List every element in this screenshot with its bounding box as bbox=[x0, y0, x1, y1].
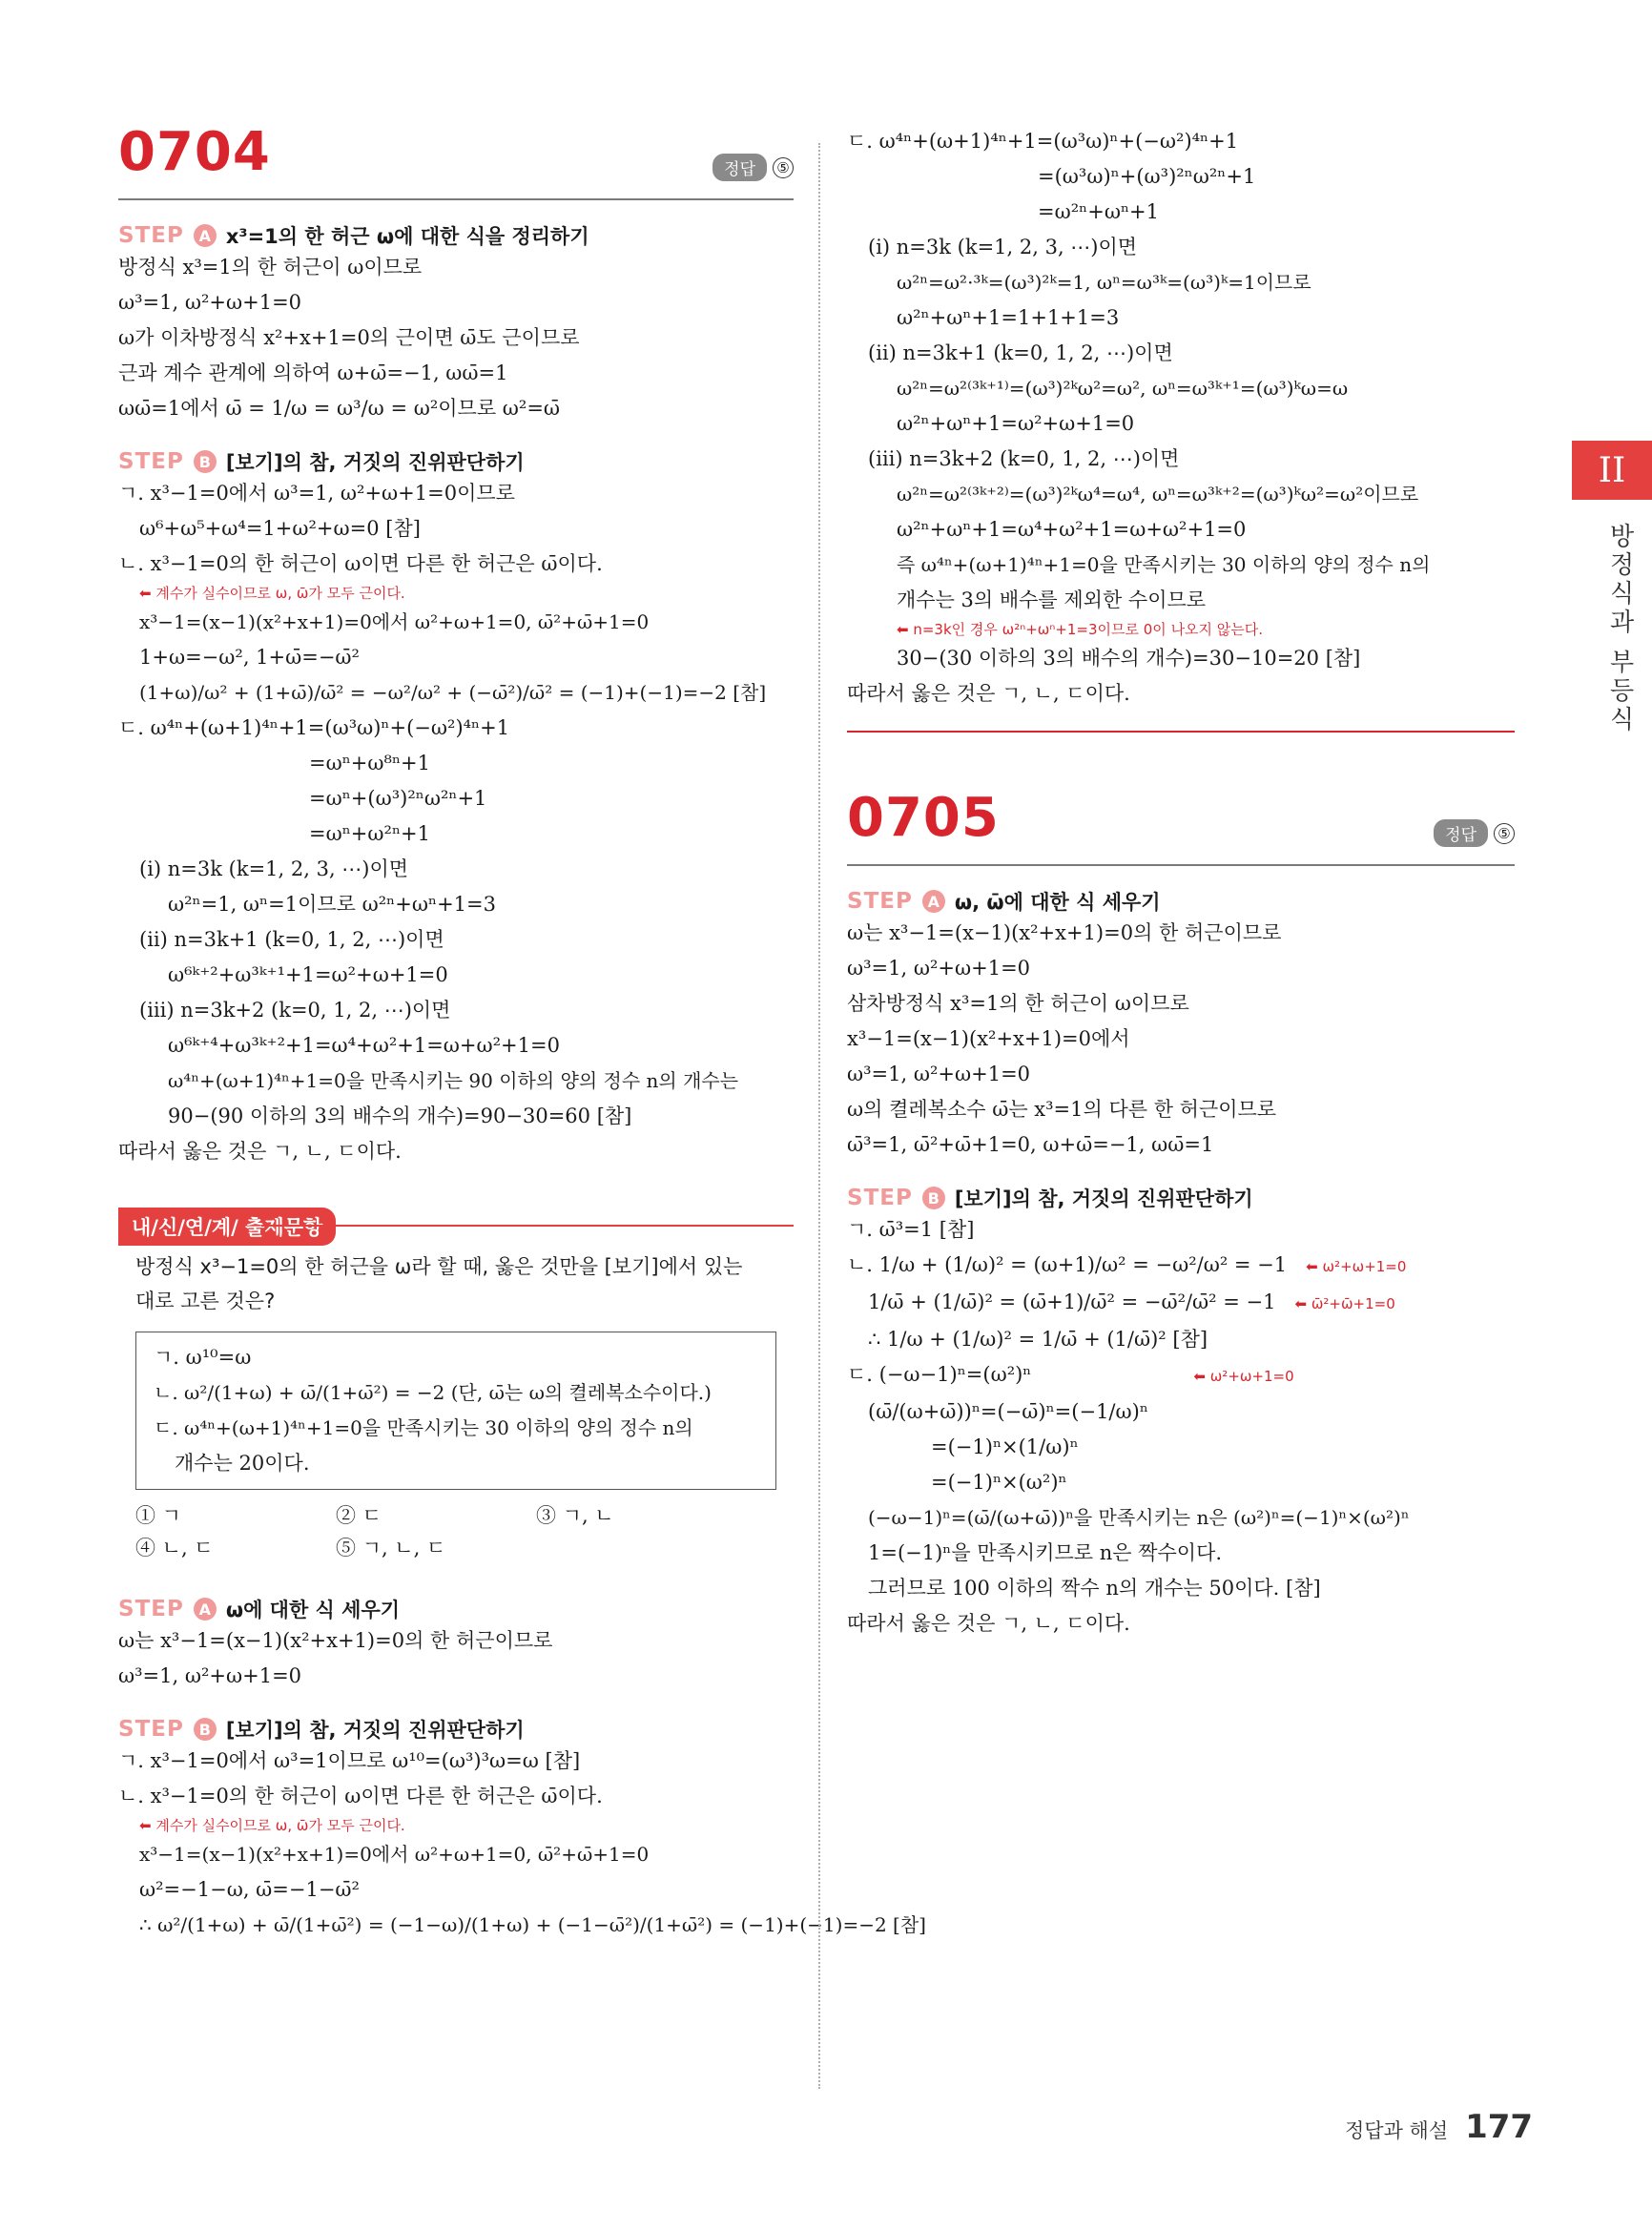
text-line: =ωⁿ+ω⁸ⁿ+1 bbox=[309, 752, 430, 774]
answer-label: 정답 bbox=[712, 154, 767, 181]
text-line: 30−(30 이하의 3의 배수의 개수)=30−10=20 [참] bbox=[897, 647, 1361, 670]
step-b-heading bbox=[118, 447, 794, 476]
side-note: ⬅ 계수가 실수이므로 ω, ω̄가 모두 근이다. bbox=[139, 585, 405, 602]
text-line: ω²ⁿ=ω²·³ᵏ=(ω³)²ᵏ=1, ωⁿ=ω³ᵏ=(ω³)ᵏ=1이므로 bbox=[897, 271, 1311, 294]
text-line: x³−1=(x−1)(x²+x+1)=0에서 ω²+ω+1=0, ω̄²+ω̄+1=0 bbox=[139, 610, 650, 633]
text-line: ㄴ. x³−1=0의 한 허근이 ω이면 다른 한 허근은 ω̄이다. bbox=[118, 1785, 603, 1807]
bogi-item: ㄷ. ω⁴ⁿ+(ω+1)⁴ⁿ+1=0을 만족시키는 30 이하의 양의 정수 n의 bbox=[154, 1416, 693, 1439]
chapter-title: 방정식과 부등식 bbox=[1605, 523, 1634, 735]
answer-choices bbox=[118, 1490, 794, 1574]
text-line: (−ω−1)ⁿ=(ω̄/(ω+ω̄))ⁿ을 만족시키는 n은 (ω²)ⁿ=(−1)ⁿ×(ω²)ⁿ bbox=[868, 1506, 1410, 1529]
text-line: ω²ⁿ=ω²⁽³ᵏ⁺¹⁾=(ω³)²ᵏω²=ω², ωⁿ=ω³ᵏ⁺¹=(ω³)ᵏω=ω bbox=[897, 377, 1349, 400]
text-line: =(−1)ⁿ×(1/ω)ⁿ bbox=[931, 1435, 1079, 1458]
column-divider bbox=[818, 143, 820, 2089]
formula: ㄴ. 1/ω + (1/ω)² = (ω+1)/ω² = −ω²/ω² = −1 bbox=[847, 1253, 1288, 1276]
text-line: ω의 켤레복소수 ω̄는 x³=1의 다른 한 허근이므로 bbox=[847, 1098, 1277, 1121]
side-note: ⬅ 계수가 실수이므로 ω, ω̄가 모두 근이다. bbox=[139, 1817, 405, 1834]
text-line: ㄱ. x³−1=0에서 ω³=1, ω²+ω+1=0이므로 bbox=[118, 482, 515, 505]
text-line: ㄱ. x³−1=0에서 ω³=1이므로 ω¹⁰=(ω³)³ω=ω [참] bbox=[118, 1749, 581, 1772]
step-title: ω, ω̄에 대한 식 세우기 bbox=[954, 891, 1161, 914]
text-line: ㄱ. ω̄³=1 [참] bbox=[847, 1218, 975, 1241]
choice: ③ ㄱ, ㄴ bbox=[536, 1504, 614, 1527]
text-line: 따라서 옳은 것은 ㄱ, ㄴ, ㄷ이다. bbox=[118, 1140, 402, 1163]
text-line: ωω̄=1에서 ω̄ = 1/ω = ω³/ω = ω²이므로 ω²=ω̄ bbox=[118, 397, 561, 420]
text-line: 따라서 옳은 것은 ㄱ, ㄴ, ㄷ이다. bbox=[847, 1612, 1130, 1635]
answer-badge bbox=[712, 154, 794, 181]
page-footer bbox=[1345, 2108, 1533, 2146]
text-line: (ⅱ) n=3k+1 (k=0, 1, 2, ⋯)이면 bbox=[868, 341, 1173, 364]
choice: ④ ㄴ, ㄷ bbox=[135, 1537, 214, 1559]
problem-header-0705 bbox=[847, 787, 1515, 866]
step-label: STEP bbox=[847, 889, 913, 914]
step-letter: B bbox=[194, 450, 217, 473]
formula: 1/ω̄ + (1/ω̄)² = (ω̄+1)/ω̄² = −ω̄²/ω̄² = −1 bbox=[868, 1291, 1276, 1313]
exam-question bbox=[118, 1246, 794, 1322]
step-label: STEP bbox=[118, 1717, 184, 1742]
choice: ② ㄷ bbox=[336, 1504, 382, 1527]
exam-rule bbox=[261, 1225, 794, 1227]
step-letter: B bbox=[194, 1718, 217, 1741]
step-letter: A bbox=[194, 1598, 217, 1621]
text-line: (ⅲ) n=3k+2 (k=0, 1, 2, ⋯)이면 bbox=[139, 999, 451, 1022]
formula: ㄷ. (−ω−1)ⁿ=(ω²)ⁿ bbox=[847, 1363, 1032, 1386]
step-label: STEP bbox=[847, 1186, 913, 1210]
footer-label: 정답과 해설 bbox=[1345, 2119, 1449, 2142]
text-line: ω²ⁿ=1, ωⁿ=1이므로 ω²ⁿ+ωⁿ+1=3 bbox=[168, 893, 496, 916]
text-line: (ⅰ) n=3k (k=1, 2, 3, ⋯)이면 bbox=[868, 236, 1138, 258]
step-letter: B bbox=[922, 1187, 945, 1209]
text-line: 1=(−1)ⁿ을 만족시키므로 n은 짝수이다. bbox=[868, 1541, 1223, 1564]
bogi-item: ㄴ. ω²/(1+ω) + ω̄/(1+ω̄²) = −2 (단, ω̄는 ω의 켤레복소수이다.) bbox=[154, 1381, 712, 1404]
step-label: STEP bbox=[118, 223, 184, 248]
text-line: ω는 x³−1=(x−1)(x²+x+1)=0의 한 허근이므로 bbox=[847, 921, 1282, 944]
step-title: x³=1의 한 허근 ω에 대한 식을 정리하기 bbox=[225, 225, 589, 248]
problem-number: 0705 bbox=[847, 787, 1000, 849]
step-letter: A bbox=[922, 890, 945, 913]
exam-header bbox=[118, 1208, 794, 1246]
text-line: (ⅰ) n=3k (k=1, 2, 3, ⋯)이면 bbox=[139, 857, 409, 880]
step-title: [보기]의 참, 거짓의 진위판단하기 bbox=[225, 1719, 525, 1742]
page-number: 177 bbox=[1465, 2108, 1534, 2146]
text-line: ω³=1, ω²+ω+1=0 bbox=[118, 1664, 302, 1687]
side-note: ⬅ ω²+ω+1=0 bbox=[1193, 1368, 1294, 1385]
side-note: ⬅ ω̄²+ω̄+1=0 bbox=[1294, 1295, 1395, 1312]
text-line: 방정식 x³=1의 한 허근이 ω이므로 bbox=[118, 256, 423, 279]
text-line: 90−(90 이하의 3의 배수의 개수)=90−30=60 [참] bbox=[168, 1105, 632, 1127]
text-line: 그러므로 100 이하의 짝수 n의 개수는 50이다. [참] bbox=[868, 1577, 1321, 1600]
text-line: ω³=1, ω²+ω+1=0 bbox=[118, 291, 302, 314]
bogi-item: ㄱ. ω¹⁰=ω bbox=[154, 1346, 252, 1369]
step-letter: A bbox=[194, 224, 217, 247]
text-line: ω̄³=1, ω̄²+ω̄+1=0, ω+ω̄=−1, ωω̄=1 bbox=[847, 1133, 1214, 1156]
text-line: ㄷ. ω⁴ⁿ+(ω+1)⁴ⁿ+1=(ω³ω)ⁿ+(−ω²)⁴ⁿ+1 bbox=[847, 130, 1239, 153]
step-a-heading bbox=[118, 221, 794, 250]
text-line: (ⅱ) n=3k+1 (k=0, 1, 2, ⋯)이면 bbox=[139, 928, 444, 951]
text-line: 1+ω=−ω², 1+ω̄=−ω̄² bbox=[139, 646, 360, 669]
text-line: ㄷ. ω⁴ⁿ+(ω+1)⁴ⁿ+1=(ω³ω)ⁿ+(−ω²)⁴ⁿ+1 bbox=[118, 716, 510, 739]
step-b-heading bbox=[847, 1184, 1515, 1212]
text-line: ω³=1, ω²+ω+1=0 bbox=[847, 957, 1031, 980]
text-line: 개수는 3의 배수를 제외한 수이므로 bbox=[897, 588, 1207, 611]
step-b-heading bbox=[118, 1715, 794, 1744]
step-label: STEP bbox=[118, 449, 184, 474]
step-a-heading bbox=[118, 1595, 794, 1623]
answer-badge bbox=[1434, 819, 1515, 847]
step-title: [보기]의 참, 거짓의 진위판단하기 bbox=[225, 451, 525, 474]
text-line: 근과 계수 관계에 의하여 ω+ω̄=−1, ωω̄=1 bbox=[118, 361, 508, 384]
text-line: ω²ⁿ+ωⁿ+1=1+1+1=3 bbox=[897, 306, 1120, 329]
text-line bbox=[847, 1248, 1515, 1285]
text-line: ∴ ω²/(1+ω) + ω̄/(1+ω̄²) = (−1−ω)/(1+ω) + (−1−ω̄²)/(1+ω̄²) = (−1)+(−1)=−2 [참] bbox=[139, 1913, 926, 1936]
bogi-box bbox=[135, 1332, 776, 1490]
problem-number: 0704 bbox=[118, 121, 271, 183]
choice: ① ㄱ bbox=[135, 1504, 181, 1527]
text-line: 삼차방정식 x³=1의 한 허근이 ω이므로 bbox=[847, 992, 1189, 1015]
text-line: ∴ 1/ω + (1/ω)² = 1/ω̄ + (1/ω̄)² [참] bbox=[868, 1328, 1208, 1351]
text-line: ω가 이차방정식 x²+x+1=0의 근이면 ω̄도 근이므로 bbox=[118, 326, 580, 349]
text-line bbox=[847, 1285, 1515, 1322]
text-line: 따라서 옳은 것은 ㄱ, ㄴ, ㄷ이다. bbox=[847, 682, 1130, 705]
text-line: ω²=−1−ω, ω̄=−1−ω̄² bbox=[139, 1878, 360, 1901]
text-line: =(ω³ω)ⁿ+(ω³)²ⁿω²ⁿ+1 bbox=[1038, 165, 1256, 188]
text-line: (ⅲ) n=3k+2 (k=0, 1, 2, ⋯)이면 bbox=[868, 447, 1180, 470]
question-line: 방정식 x³−1=0의 한 허근을 ω라 할 때, 옳은 것만을 [보기]에서 있는 bbox=[135, 1255, 743, 1278]
answer-value: ⑤ bbox=[1494, 823, 1515, 844]
step-a-heading bbox=[847, 887, 1515, 916]
text-line: ω⁶+ω⁵+ω⁴=1+ω²+ω=0 [참] bbox=[139, 517, 421, 540]
text-line bbox=[847, 1357, 1515, 1394]
text-line: (ω̄/(ω+ω̄))ⁿ=(−ω̄)ⁿ=(−1/ω)ⁿ bbox=[868, 1400, 1148, 1423]
step-title: ω에 대한 식 세우기 bbox=[225, 1599, 401, 1621]
text-line: ㄴ. x³−1=0의 한 허근이 ω이면 다른 한 허근은 ω̄이다. bbox=[118, 552, 603, 575]
text-line: ω²ⁿ=ω²⁽³ᵏ⁺²⁾=(ω³)²ᵏω⁴=ω⁴, ωⁿ=ω³ᵏ⁺²=(ω³)ᵏω²=ω²이므로 bbox=[897, 483, 1419, 506]
text-line: ω²ⁿ+ωⁿ+1=ω²+ω+1=0 bbox=[897, 412, 1135, 435]
text-line: x³−1=(x−1)(x²+x+1)=0에서 bbox=[847, 1027, 1130, 1050]
text-line: ω⁴ⁿ+(ω+1)⁴ⁿ+1=0을 만족시키는 90 이하의 양의 정수 n의 개수는 bbox=[168, 1069, 739, 1092]
text-line: ω²ⁿ+ωⁿ+1=ω⁴+ω²+1=ω+ω²+1=0 bbox=[897, 518, 1247, 541]
bogi-item: 개수는 20이다. bbox=[175, 1452, 310, 1475]
text-line: 즉 ω⁴ⁿ+(ω+1)⁴ⁿ+1=0을 만족시키는 30 이하의 양의 정수 n의 bbox=[897, 553, 1431, 576]
text-line: =ωⁿ+(ω³)²ⁿω²ⁿ+1 bbox=[309, 787, 487, 810]
exam-badge: 내/신/연/계/ 출제문항 bbox=[118, 1208, 336, 1246]
side-note: ⬅ n=3k인 경우 ω²ⁿ+ωⁿ+1=3이므로 0이 나오지 않는다. bbox=[897, 621, 1264, 638]
side-note: ⬅ ω²+ω+1=0 bbox=[1306, 1258, 1407, 1275]
text-line: ω⁶ᵏ⁺⁴+ω³ᵏ⁺²+1=ω⁴+ω²+1=ω+ω²+1=0 bbox=[168, 1034, 560, 1057]
text-line: =ω²ⁿ+ωⁿ+1 bbox=[1038, 200, 1159, 223]
step-label: STEP bbox=[118, 1597, 184, 1621]
text-line: =(−1)ⁿ×(ω²)ⁿ bbox=[931, 1471, 1067, 1494]
text-line: =ωⁿ+ω²ⁿ+1 bbox=[309, 822, 430, 845]
question-line: 대로 고른 것은? bbox=[135, 1290, 276, 1312]
text-line: ω는 x³−1=(x−1)(x²+x+1)=0의 한 허근이므로 bbox=[118, 1629, 553, 1652]
choice: ⑤ ㄱ, ㄴ, ㄷ bbox=[336, 1537, 446, 1559]
step-title: [보기]의 참, 거짓의 진위판단하기 bbox=[954, 1187, 1253, 1210]
text-line: ω⁶ᵏ⁺²+ω³ᵏ⁺¹+1=ω²+ω+1=0 bbox=[168, 963, 448, 986]
problem-header-0704 bbox=[118, 121, 794, 200]
text-line: ω³=1, ω²+ω+1=0 bbox=[847, 1063, 1031, 1085]
chapter-tab: II bbox=[1572, 441, 1652, 500]
answer-value: ⑤ bbox=[773, 157, 794, 178]
text-line: x³−1=(x−1)(x²+x+1)=0에서 ω²+ω+1=0, ω̄²+ω̄+1=0 bbox=[139, 1843, 650, 1866]
answer-label: 정답 bbox=[1434, 819, 1488, 847]
text-line: (1+ω)/ω² + (1+ω̄)/ω̄² = −ω²/ω² + (−ω̄²)/ω̄² = (−1)+(−1)=−2 [참] bbox=[139, 681, 767, 704]
right-column bbox=[847, 124, 1515, 1642]
